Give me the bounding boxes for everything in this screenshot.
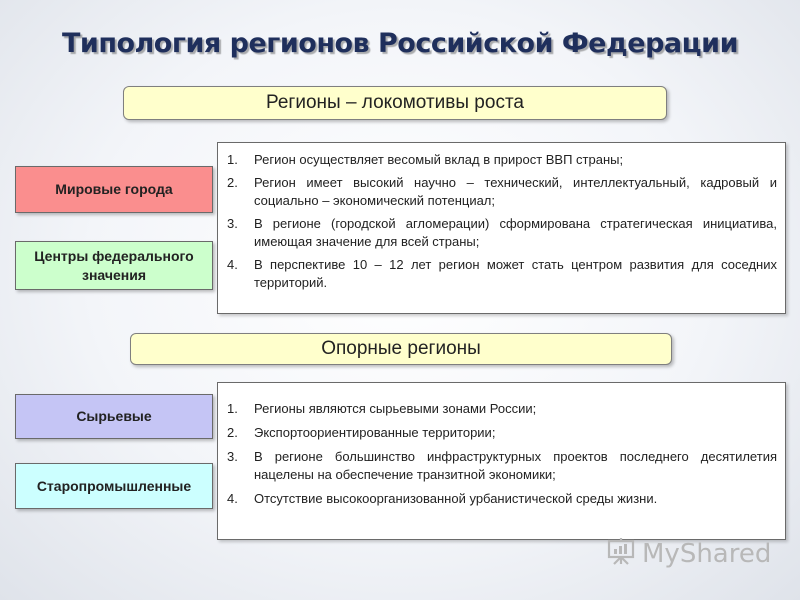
list-item-number: 3. <box>227 449 238 464</box>
section1-heading <box>123 86 667 120</box>
presentation-board-icon <box>606 536 642 573</box>
list-item-number: 3. <box>227 216 238 231</box>
list-item-text: В регионе большинство инфраструктурных проектов последнего десятилетия нацелены на обеспечение транзитной экономики; <box>254 449 777 482</box>
list-item-text: В регионе (городской агломерации) сформирована стратегическая инициатива, имеющая значение для всей страны; <box>254 216 777 249</box>
label-world-cities-text: Мировые города <box>55 181 173 198</box>
list-item <box>218 448 785 484</box>
criteria-list-support <box>217 382 786 540</box>
list-item-text: Экспортоориентированные территории; <box>254 425 496 440</box>
list-item-number: 2. <box>227 425 238 440</box>
watermark <box>606 536 771 572</box>
section2-heading <box>130 333 672 365</box>
list-item-number: 4. <box>227 491 238 506</box>
list-item <box>218 174 785 210</box>
list-item <box>218 256 785 292</box>
list-item-text: Регион имеет высокий научно – технический, интеллектуальный, кадровый и социально – экономический потенциал; <box>254 175 777 208</box>
criteria-list-growth <box>217 142 786 314</box>
list-item-number: 2. <box>227 175 238 190</box>
list-item <box>218 400 785 418</box>
section1-heading-text: Регионы – локомотивы роста <box>266 92 524 113</box>
list-item <box>218 215 785 251</box>
list-item-number: 1. <box>227 152 238 167</box>
label-old-industrial <box>15 463 213 509</box>
page-title: Типология регионов Российской Федерации <box>61 28 738 59</box>
section2-heading-text: Опорные регионы <box>321 338 481 359</box>
list-item <box>218 490 785 508</box>
label-federal-centers-text: Центры федерального значения <box>34 248 194 283</box>
list-item-number: 1. <box>227 401 238 416</box>
label-world-cities <box>15 166 213 213</box>
label-old-industrial-text: Старопромышленные <box>36 477 192 494</box>
list-item-text: Регион осуществляет весомый вклад в прирост ВВП страны; <box>254 152 624 167</box>
list-item <box>218 424 785 442</box>
label-raw-material <box>15 394 213 439</box>
list-item-number: 4. <box>227 257 238 272</box>
list-item-text: Регионы являются сырьевыми зонами России; <box>254 401 537 416</box>
list-item <box>218 151 785 169</box>
list-item-text: В перспективе 10 – 12 лет регион может стать центром развития для соседних территорий. <box>254 257 777 290</box>
label-federal-centers <box>15 241 213 290</box>
list-item-text: Отсутствие высокоорганизованной урбанистической среды жизни. <box>254 491 658 506</box>
label-raw-material-text: Сырьевые <box>76 408 152 425</box>
watermark-text: MyShared <box>642 539 772 569</box>
